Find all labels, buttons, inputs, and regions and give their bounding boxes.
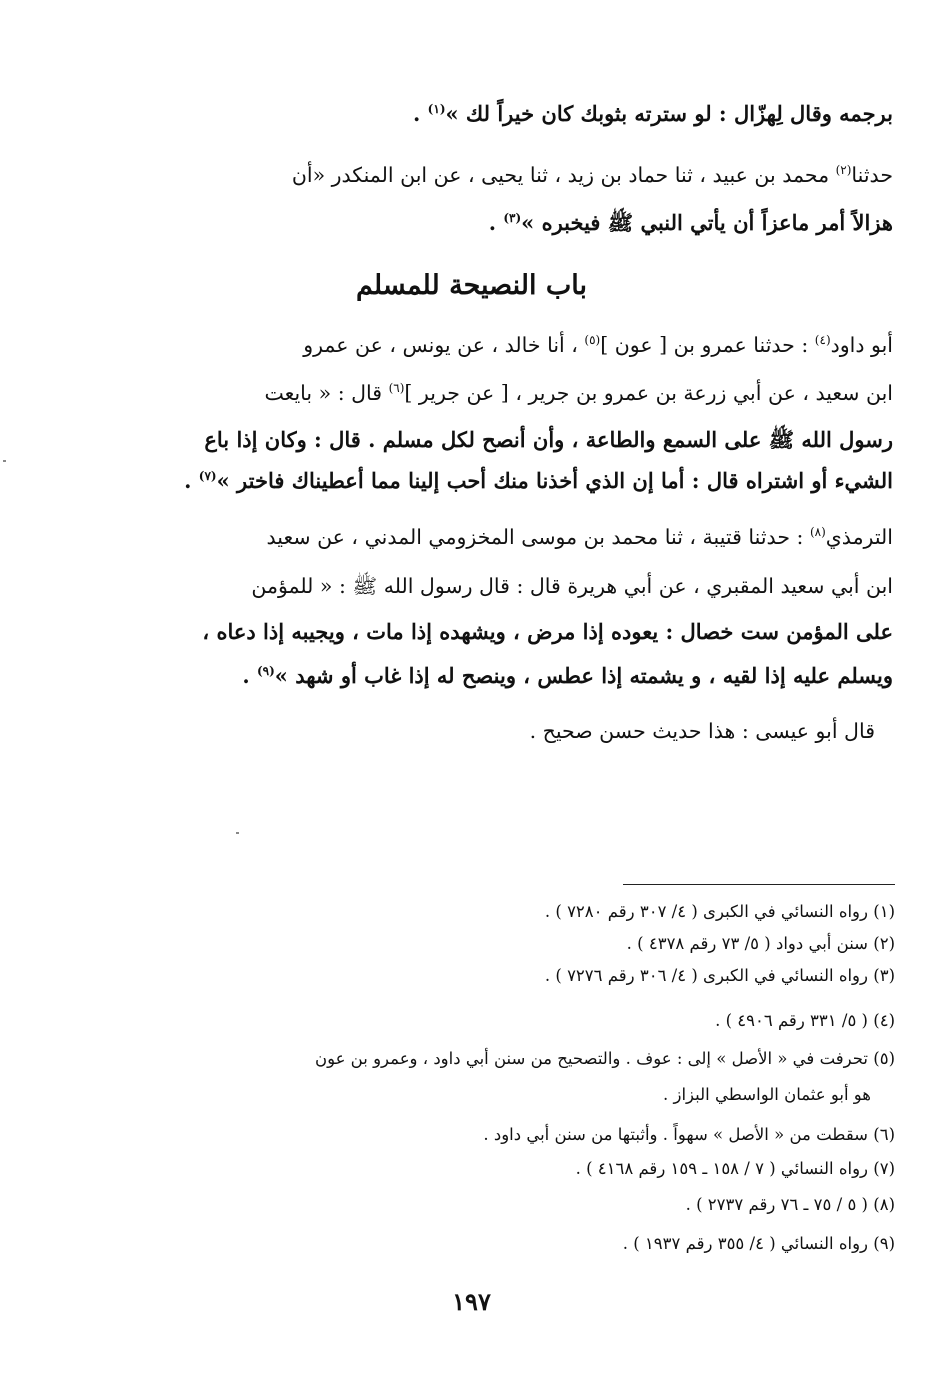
footnote-6: (٦) سقطت من « الأصل » سهواً . وأثبتها من سنن أبي داود . — [483, 1125, 895, 1144]
scan-speck — [236, 832, 239, 834]
text-line-1: برجمه وقال لِهزّال : لو سترته بثوبك كان خيراً لك »$^{(١)}$ . — [413, 101, 893, 126]
footnote-9: (٩) رواه النسائي ( ٤/ ٣٥٥ رقم ١٩٣٧ ) . — [622, 1234, 895, 1253]
para2-line-3: على المؤمن ست خصال : يعوده إذا مرض ، ويشهده إذا مات ، ويجيبه إذا دعاه ، — [202, 619, 893, 644]
footnote-1: (١) رواه النسائي في الكبرى ( ٤/ ٣٠٧ رقم ٧٢٨٠ ) . — [544, 902, 895, 921]
para2-line-1: الترمذي$^{(٨)}$ : حدثنا قتيبة ، ثنا محمد بن موسى المخزومي المدني ، عن سعيد — [266, 525, 893, 549]
para1-line-3: رسول الله ﷺ على السمع والطاعة ، وأن أنصح لكل مسلم . قال : وكان إذا باع — [204, 427, 893, 452]
para1-line-2: ابن سعيد ، عن أبي زرعة بن عمرو بن جرير ، [ عن جرير ]$^{(٦)}$ قال : « بايعت — [264, 381, 893, 405]
footnote-5: (٥) تحرفت في « الأصل » إلى : عوف . والتصحيح من سنن أبي داود ، وعمرو بن عون — [314, 1049, 895, 1068]
page-number: ١٩٧ — [452, 1287, 491, 1316]
chapter-heading: باب النصيحة للمسلم — [355, 270, 588, 301]
closing-remark: قال أبو عيسى : هذا حديث حسن صحيح . — [529, 719, 875, 743]
text-line-2: حدثنا$^{(٢)}$ محمد بن عبيد ، ثنا حماد بن زيد ، ثنا يحيى ، عن ابن المنكدر «أن — [291, 163, 893, 187]
footnote-3: (٣) رواه النسائي في الكبرى ( ٤/ ٣٠٦ رقم ٧٢٧٦ ) . — [544, 966, 895, 985]
para2-line-4: ويسلم عليه إذا لقيه ، و يشمته إذا عطس ، وينصح له إذا غاب أو شهد »$^{(٩)}$ . — [242, 663, 893, 688]
footnote-8: (٨) ( ٥ / ٧٥ ـ ٧٦ رقم ٢٧٣٧ ) . — [685, 1195, 895, 1214]
footnote-separator — [623, 884, 895, 885]
footnote-7: (٧) رواه النسائي ( ٧ / ١٥٨ ـ ١٥٩ رقم ٤١٦٨ ) . — [575, 1159, 895, 1178]
footnote-2: (٢) سنن أبي دواد ( ٥/ ٧٣ رقم ٤٣٧٨ ) . — [626, 934, 895, 953]
para1-line-1: أبو داود$^{(٤)}$ : حدثنا عمرو بن [ عون ]$^{(٥)}$ ، أنا خالد ، عن يونس ، عن عمرو — [303, 333, 893, 357]
footnote-4: (٤) ( ٥/ ٣٣١ رقم ٤٩٠٦ ) . — [715, 1011, 895, 1030]
scan-speck — [3, 460, 6, 462]
text-line-3: هزالاً أمر ماعزاً أن يأتي النبي ﷺ فيخبره »$^{(٣)}$ . — [488, 210, 893, 235]
para1-line-4: الشيء أو اشتراه قال : أما إن الذي أخذنا منك أحب إلينا مما أعطيناك فاختر »$^{(٧)}$ . — [184, 468, 893, 493]
footnote-5-continued: هو أبو عثمان الواسطي البزاز . — [663, 1085, 871, 1104]
para2-line-2: ابن أبي سعيد المقبري ، عن أبي هريرة قال : قال رسول الله ﷺ : « للمؤمن — [251, 574, 893, 598]
